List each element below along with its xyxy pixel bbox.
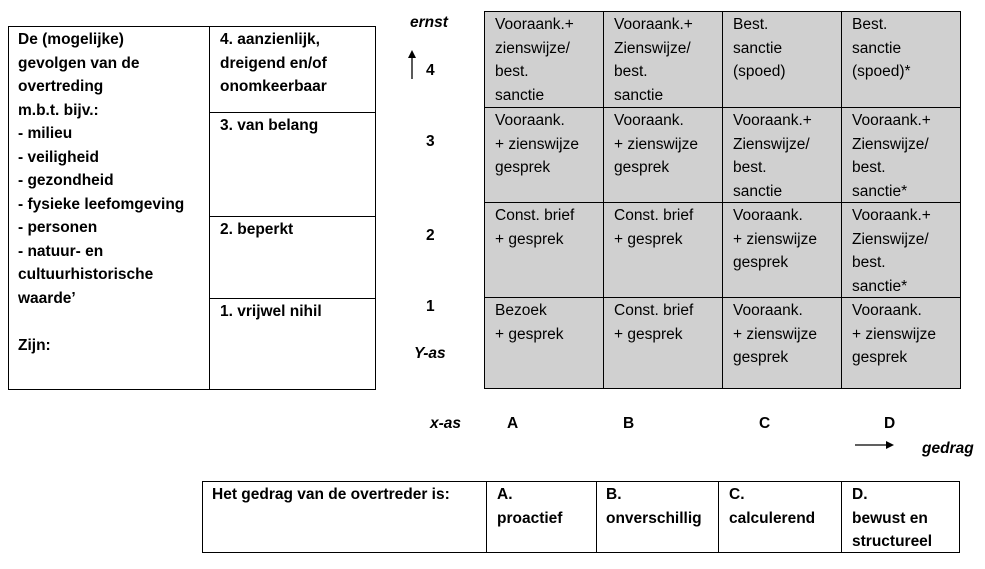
consequences-divider xyxy=(209,298,376,299)
y-axis-label: Y-as xyxy=(414,345,446,362)
x-axis-title: gedrag xyxy=(922,440,974,457)
y-tick-3: 3 xyxy=(426,133,435,150)
behavior-header: Het gedrag van de overtreder is: xyxy=(212,486,450,503)
matrix-cell-3c: Vooraank.+ Zienswijze/ best. sanctie xyxy=(722,107,842,203)
behavior-divider xyxy=(841,481,842,553)
severity-level-1: 1. vrijwel nihil xyxy=(220,303,322,320)
matrix-cell-3b: Vooraank. + zienswijze gesprek xyxy=(603,107,723,203)
matrix-cell-4d: Best. sanctie (spoed)* xyxy=(841,11,961,108)
matrix-cell-4a: Vooraank.+ zienswijze/ best. sanctie xyxy=(484,11,604,108)
x-tick-c: C xyxy=(759,415,771,432)
consequences-description: De (mogelijke) gevolgen van de overtreding m.b.t. bijv.: - milieu - veiligheid - gezondheid - fysieke leefomgeving - personen - natuur- en cultuurhistorische waarde’ Zijn: xyxy=(18,31,185,354)
behavior-option-c: C. calculerend xyxy=(729,486,816,527)
behavior-option-a: A. proactief xyxy=(497,486,563,527)
matrix-cell-4c: Best. sanctie (spoed) xyxy=(722,11,842,108)
behavior-option-b: B. onverschillig xyxy=(606,486,702,527)
y-tick-4: 4 xyxy=(426,62,435,79)
matrix-cell-3a: Vooraank. + zienswijze gesprek xyxy=(484,107,604,203)
behavior-divider xyxy=(718,481,719,553)
matrix-cell-4b: Vooraank.+ Zienswijze/ best. sanctie xyxy=(603,11,723,108)
severity-level-3: 3. van belang xyxy=(220,117,319,134)
x-axis-label: x-as xyxy=(430,415,462,432)
consequences-divider xyxy=(209,112,376,113)
behavior-option-d: D. bewust en structureel xyxy=(852,486,933,550)
x-tick-a: A xyxy=(507,415,519,432)
matrix-cell-1b: Const. brief + gesprek xyxy=(603,297,723,389)
y-tick-2: 2 xyxy=(426,227,435,244)
x-tick-d: D xyxy=(884,415,896,432)
matrix-cell-1a: Bezoek + gesprek xyxy=(484,297,604,389)
severity-level-2: 2. beperkt xyxy=(220,221,294,238)
y-tick-1: 1 xyxy=(426,298,435,315)
severity-level-4: 4. aanzienlijk, dreigend en/of onomkeerbaar xyxy=(220,31,327,95)
consequences-divider-vertical xyxy=(209,26,210,390)
behavior-divider xyxy=(486,481,487,553)
behavior-divider xyxy=(596,481,597,553)
y-axis-arrow-icon xyxy=(405,50,419,80)
consequences-divider xyxy=(209,216,376,217)
y-axis-title: ernst xyxy=(410,14,448,31)
matrix-cell-2a: Const. brief + gesprek xyxy=(484,202,604,298)
matrix-cell-1c: Vooraank. + zienswijze gesprek xyxy=(722,297,842,389)
x-axis-arrow-icon xyxy=(855,439,895,451)
matrix-cell-3d: Vooraank.+ Zienswijze/ best. sanctie* xyxy=(841,107,961,203)
x-tick-b: B xyxy=(623,415,635,432)
matrix-cell-1d: Vooraank. + zienswijze gesprek xyxy=(841,297,961,389)
matrix-cell-2b: Const. brief + gesprek xyxy=(603,202,723,298)
matrix-cell-2d: Vooraank.+ Zienswijze/ best. sanctie* xyxy=(841,202,961,298)
matrix-cell-2c: Vooraank. + zienswijze gesprek xyxy=(722,202,842,298)
